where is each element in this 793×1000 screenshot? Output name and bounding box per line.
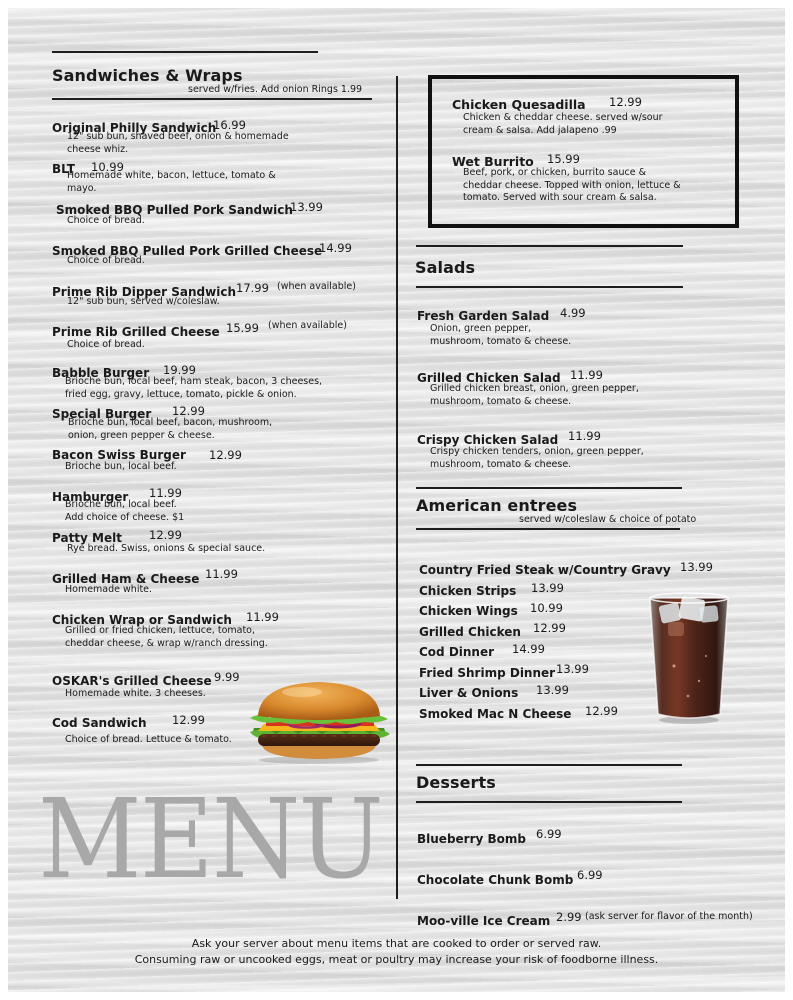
desc-line: Choice of bread. (67, 255, 145, 266)
item-description (67, 255, 145, 268)
item-price: 12.99 (609, 95, 642, 109)
entrees-subtitle: served w/coleslaw & choice of potato (519, 514, 697, 525)
item-name: Grilled Ham & Cheese (52, 572, 200, 586)
item-description (65, 734, 232, 747)
menu-item (52, 321, 220, 340)
desc-line: fried egg, gravy, lettuce, tomato, pickle & onion. (65, 388, 297, 400)
item-price: 12.99 (172, 713, 205, 727)
item-description (65, 625, 268, 650)
item-price: 15.99 (226, 321, 259, 335)
desserts-heading: Desserts (416, 773, 496, 792)
item-price: 11.99 (570, 368, 603, 382)
item-description (463, 112, 663, 137)
item-price: 13.99 (556, 662, 589, 676)
item-price: 11.99 (568, 429, 601, 443)
desc-line: Choice of bread. (67, 339, 145, 350)
item-name: Chicken Wrap or Sandwich (52, 613, 232, 627)
desc-line: Beef, pork, or chicken, burrito sauce & (463, 167, 646, 178)
item-price: 19.99 (163, 363, 196, 377)
desc-line: 12" sub bun, served w/coleslaw. (67, 296, 220, 307)
item-description (430, 446, 644, 471)
desc-line: Brioche bun, local beef. (65, 499, 177, 510)
desc-line: mushroom, tomato & cheese. (430, 458, 572, 470)
item-name: Fresh Garden Salad (417, 309, 550, 323)
item-description (65, 688, 206, 701)
item-description (68, 417, 272, 442)
item-name: Smoked Mac N Cheese (419, 707, 572, 721)
item-price: 11.99 (149, 486, 182, 500)
item-name: Wet Burrito (452, 154, 534, 169)
item-price: 12.99 (149, 528, 182, 542)
item-price: 13.99 (680, 560, 713, 574)
item-name: Chocolate Chunk Bomb (417, 873, 574, 887)
item-name: Special Burger (52, 407, 152, 421)
sandwiches-bottom-rule (52, 98, 372, 100)
item-name: Moo-ville Ice Cream (417, 914, 551, 928)
item-price: 11.99 (246, 610, 279, 624)
desc-line: Add choice of cheese. $1 (65, 511, 185, 523)
item-price: 14.99 (319, 241, 352, 255)
item-description (67, 543, 265, 556)
item-price: 12.99 (172, 404, 205, 418)
desc-line: cheese whiz. (67, 143, 129, 155)
menu-item (419, 600, 518, 619)
desc-line: mushroom, tomato & cheese. (430, 395, 572, 407)
item-price: 6.99 (577, 868, 603, 882)
desc-line: cheddar cheese. Topped with onion, lettuce & (463, 179, 681, 191)
item-description (65, 376, 322, 401)
menu-watermark: MENU (38, 775, 382, 903)
desc-line: Homemade white, bacon, lettuce, tomato & (67, 170, 276, 181)
desc-line: Homemade white. 3 cheeses. (65, 688, 206, 699)
item-name: Prime Rib Grilled Cheese (52, 325, 220, 339)
desc-line: Brioche bun, local beef, ham steak, bacon, 3 cheeses, (65, 376, 323, 387)
item-price: 13.99 (536, 683, 569, 697)
item-note: (when available) (268, 320, 347, 331)
item-note: (ask server for flavor of the month) (585, 911, 753, 922)
item-price: 13.99 (531, 581, 564, 595)
item-description (65, 499, 184, 524)
desc-line: Brioche bun, local beef. (65, 461, 177, 472)
desc-line: 12" sub bun, shaved beef, onion & homemade (67, 131, 289, 142)
item-name: OSKAR's Grilled Cheese (52, 674, 212, 688)
desc-line: Chicken & cheddar cheese. served w/sour (463, 112, 663, 123)
menu-item (52, 712, 147, 731)
item-price: 2.99 (556, 910, 582, 924)
item-name: Cod Sandwich (52, 716, 147, 730)
desc-line: Crispy chicken tenders, onion, green pepper, (430, 446, 644, 457)
salads-top-rule (416, 245, 683, 247)
item-name: Prime Rib Dipper Sandwich (52, 285, 236, 299)
desc-line: Homemade white. (65, 584, 153, 595)
menu-item (417, 305, 549, 324)
desc-line: mayo. (67, 182, 97, 194)
burger-image (246, 678, 392, 764)
menu-item (52, 670, 212, 689)
item-price: 12.99 (533, 621, 566, 635)
item-name: Crispy Chicken Salad (417, 433, 559, 447)
item-description (67, 339, 145, 352)
item-price: 12.99 (209, 448, 242, 462)
item-description (65, 584, 152, 597)
item-name: Liver & Onions (419, 686, 519, 700)
item-name: Smoked BBQ Pulled Pork Grilled Cheese (52, 244, 323, 258)
item-price: 4.99 (560, 306, 586, 320)
desc-line: cream & salsa. Add jalapeno .99 (463, 124, 617, 136)
desc-line: cheddar cheese, & wrap w/ranch dressing. (65, 637, 268, 649)
desc-line: mushroom, tomato & cheese. (430, 335, 572, 347)
desc-line: onion, green pepper & cheese. (68, 429, 215, 441)
item-price: 6.99 (536, 827, 562, 841)
item-description (65, 461, 177, 474)
entrees-heading: American entrees (416, 496, 578, 515)
desc-line: tomato. Served with sour cream & salsa. (463, 192, 657, 203)
desserts-top-rule (416, 764, 682, 766)
salads-bottom-rule (416, 286, 683, 288)
desc-line: Choice of bread. (67, 215, 145, 226)
menu-item (419, 641, 494, 660)
menu-item (417, 910, 550, 929)
item-price: 16.99 (213, 118, 246, 132)
item-note: (when available) (277, 281, 356, 292)
drink-image (644, 586, 734, 726)
desc-line: Grilled or fried chicken, lettuce, tomato, (65, 625, 256, 636)
item-name: Grilled Chicken Salad (417, 371, 561, 385)
desc-line: Onion, green pepper, (430, 323, 532, 334)
item-description (430, 323, 571, 348)
item-name: Cod Dinner (419, 645, 495, 659)
item-description (67, 131, 289, 156)
item-name: Bacon Swiss Burger (52, 448, 186, 462)
column-divider (396, 76, 398, 899)
menu-item (419, 621, 521, 640)
item-price: 14.99 (512, 642, 545, 656)
menu-item (417, 869, 573, 888)
menu-item (419, 703, 571, 722)
menu-item (419, 682, 518, 701)
item-price: 17.99 (236, 281, 269, 295)
desc-line: Choice of bread. Lettuce & tomato. (65, 734, 232, 745)
item-description (67, 215, 145, 228)
footer-line-1: Ask your server about menu items that are cooked to order or served raw. (191, 937, 602, 950)
desserts-bottom-rule (416, 801, 682, 803)
item-name: Grilled Chicken (419, 625, 521, 639)
desc-line: Rye bread. Swiss, onions & special sauce. (67, 543, 266, 554)
item-description (430, 383, 639, 408)
item-name: Hamburger (52, 490, 129, 504)
item-price: 13.99 (290, 200, 323, 214)
item-description (463, 167, 681, 205)
item-name: Chicken Wings (419, 604, 518, 618)
menu-item (417, 828, 526, 847)
menu-item (419, 580, 516, 599)
item-price: 12.99 (585, 704, 618, 718)
item-name: Original Philly Sandwich (52, 121, 217, 135)
item-description (67, 170, 276, 195)
entrees-top-rule (416, 487, 682, 489)
item-name: Patty Melt (52, 531, 122, 545)
sandwiches-heading: Sandwiches & Wraps (52, 66, 243, 85)
desc-line: Brioche bun, local beef, bacon, mushroom, (68, 417, 273, 428)
entrees-bottom-rule (416, 528, 680, 530)
item-name: Fried Shrimp Dinner (419, 666, 556, 680)
item-price: 10.99 (91, 160, 124, 174)
item-name: Country Fried Steak w/Country Gravy (419, 563, 671, 577)
sandwiches-top-rule (52, 51, 318, 53)
footer-line-2: Consuming raw or uncooked eggs, meat or poultry may increase your risk of foodborne illness. (134, 953, 659, 966)
item-description (67, 296, 220, 309)
item-price: 15.99 (547, 152, 580, 166)
sandwiches-subtitle: served w/fries. Add onion Rings 1.99 (188, 84, 363, 95)
menu-item (452, 94, 586, 113)
item-name: Smoked BBQ Pulled Pork Sandwich (56, 203, 293, 217)
item-name: Chicken Quesadilla (452, 97, 586, 112)
item-name: Chicken Strips (419, 584, 517, 598)
menu-item (419, 559, 671, 578)
salads-heading: Salads (415, 258, 476, 277)
item-name: Babble Burger (52, 366, 150, 380)
item-price: 11.99 (205, 567, 238, 581)
item-price: 10.99 (530, 601, 563, 615)
item-price: 9.99 (214, 670, 240, 684)
item-name: BLT (52, 162, 75, 176)
item-name: Blueberry Bomb (417, 832, 526, 846)
menu-item (419, 662, 555, 681)
desc-line: Grilled chicken breast, onion, green pepper, (430, 383, 639, 394)
